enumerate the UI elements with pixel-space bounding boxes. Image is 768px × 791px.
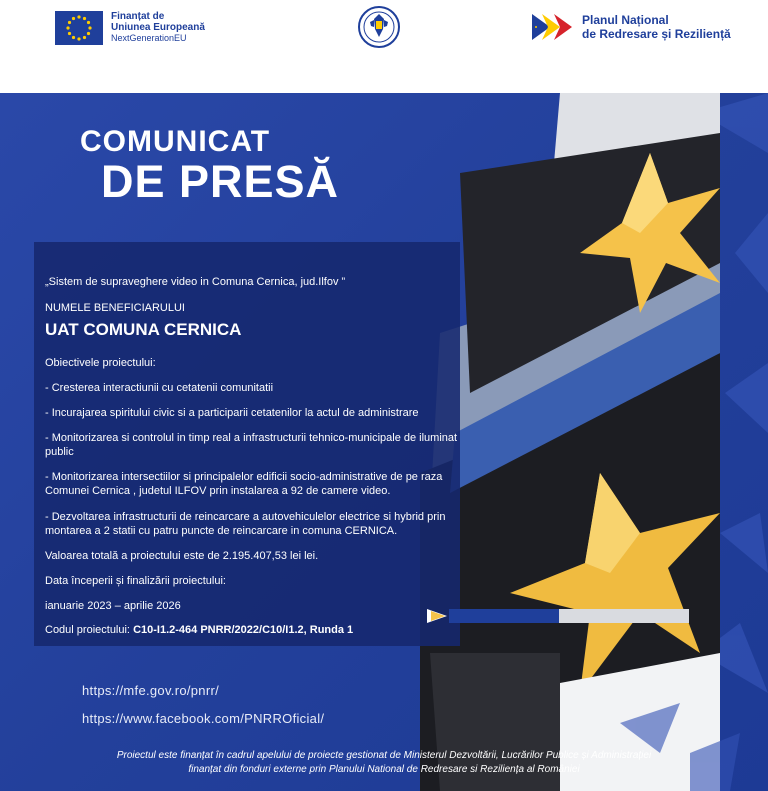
project-code-label: Codul proiectului:: [45, 624, 130, 636]
eu-text-line3: NextGenerationEU: [111, 33, 187, 43]
objective-item: - Dezvoltarea infrastructurii de reincarcare a autovehiculelor electrice si hybrid prin montarea a 2 statii cu patru puncte de reincarcare in comuna CERNICA.: [45, 511, 446, 537]
footer-line1: Proiectul este finanțat în cadrul apelului de proiecte gestionat de Ministerul Dezvoltării, Lucrărilor Publice și Administrației: [116, 750, 652, 761]
project-code: C10-I1.2-464 PNRR/2022/C10/I1.2, Runda 1: [133, 624, 354, 636]
beneficiary-name: UAT COMUNA CERNICA: [45, 320, 242, 339]
objective-item: - Monitorizarea si controlul in timp real a infrastructurii tehnico-municipale de iluminat public: [45, 432, 458, 458]
eu-flag-icon: [55, 11, 103, 45]
eu-text-line2: Uniunea Europeană: [111, 22, 205, 33]
title-line1: COMUNICAT: [80, 125, 271, 158]
pnrr-text-line1: Planul Național: [582, 13, 669, 27]
pnrr-logo: [530, 12, 731, 42]
footer-line2: finanțat din fonduri externe prin Planului National de Redresare si Reziliența al României: [188, 764, 580, 775]
project-info-box: [34, 242, 460, 646]
objective-item: - Monitorizarea intersectiilor si principalelor edificii socio-administrative de pe raza Comunei Cernica , judetul ILFOV prin instalarea a 92 de camere video.: [45, 471, 443, 497]
decorative-progress-bar: [427, 609, 689, 623]
pnrr-arrow-icon: [530, 12, 572, 42]
dates-label: Data începerii și finalizării proiectului:: [45, 575, 226, 587]
header-logos: [0, 0, 768, 93]
project-name: „Sistem de supraveghere video in Comuna Cernica, jud.Ilfov ”: [45, 276, 346, 288]
link-mfe[interactable]: https://mfe.gov.ro/pnrr/: [82, 683, 220, 698]
link-facebook[interactable]: https://www.facebook.com/PNRROficial/: [82, 711, 325, 726]
objective-item: - Incurajarea spiritului civic si a participarii cetatenilor la actul de administrare: [45, 407, 419, 419]
footer-note: [0, 749, 768, 777]
romania-coat-of-arms-icon: [357, 5, 401, 49]
project-code-line: [45, 623, 353, 637]
beneficiary-label: NUMELE BENEFICIARULUI: [45, 302, 185, 314]
pnrr-text-line2: de Redresare și Reziliență: [582, 27, 731, 41]
project-dates: ianuarie 2023 – aprilie 2026: [45, 600, 181, 612]
eu-text-line1: Finanțat de: [111, 11, 165, 22]
objectives-label: Obiectivele proiectului:: [45, 357, 156, 369]
eu-logo: [55, 11, 205, 45]
title-line2: DE PRESĂ: [101, 156, 340, 207]
project-value: Valoarea totală a proiectului este de 2.195.407,53 lei lei.: [45, 550, 319, 562]
press-release-panel: [0, 93, 768, 791]
objective-item: - Cresterea interactiunii cu cetatenii comunitatii: [45, 382, 274, 394]
